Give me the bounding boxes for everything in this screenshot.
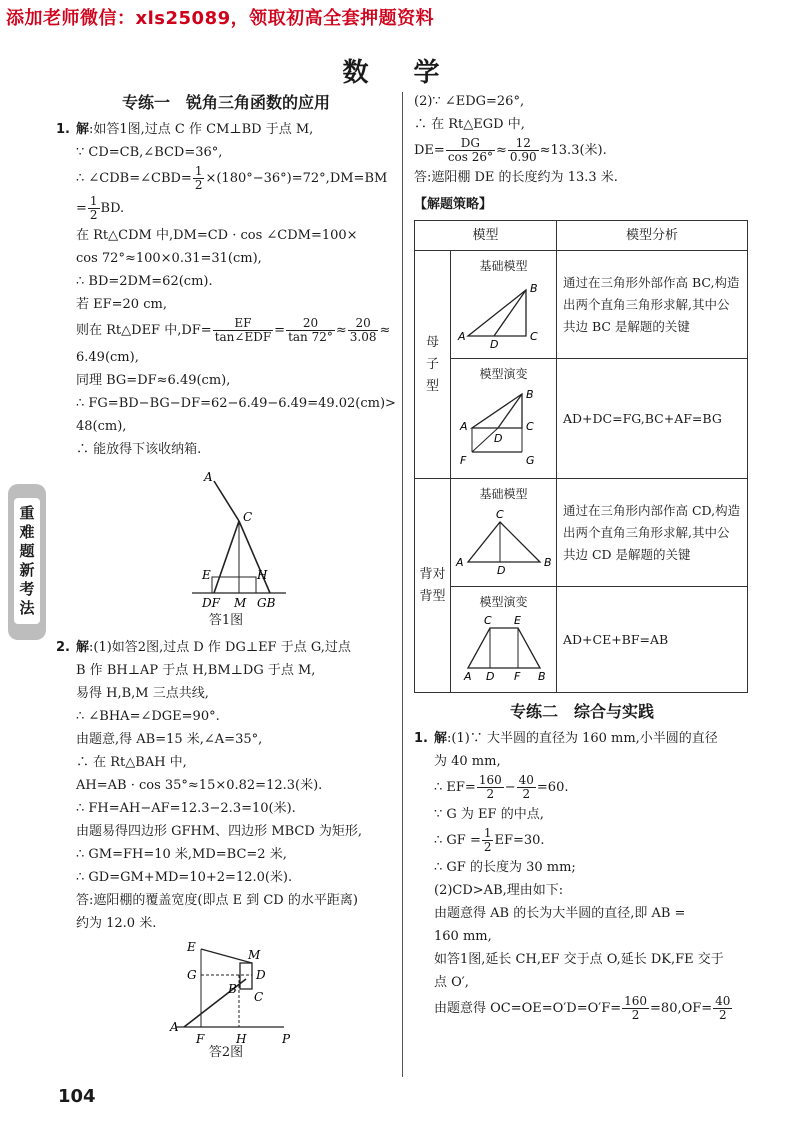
q2-line: ∴ 在 Rt△BAH 中, [76,755,187,770]
section2-title: 专练二 综合与实践 [509,702,654,721]
model-cell [451,587,557,693]
model-label: B [529,282,538,295]
model-label: F [459,454,466,467]
model-diagram [454,506,554,578]
q1-line: 在 Rt△CDM 中,DM=CD · cos ∠CDM=100× [76,228,358,243]
model-label: B [537,670,546,683]
denominator: 2 [89,208,98,222]
fraction [622,995,649,1022]
denominator: cos 26° [447,150,493,164]
fraction [193,165,205,192]
numerator: 40 [518,773,534,787]
s2q1-number: 1. [414,731,428,746]
q1-line: ∵ CD=CB,∠BCD=36°, [76,145,223,160]
side-tab-char: 题 [19,542,35,560]
model-cell [451,251,557,359]
fig1-label: DF [202,596,220,610]
numerator: EF [213,317,273,331]
q2-line: ∴ ∠BHA=∠DGE=90°. [76,709,220,724]
side-tab-char: 考 [19,580,35,598]
s2q1-line: ∴ GF 的长度为 30 mm; [434,860,576,875]
side-tab-label [14,498,40,624]
q2b-text: DE= [414,143,445,158]
q2-line: AH=AB · cos 35°≈15×0.82=12.3(米). [76,778,323,793]
q2-line: 答:遮阳棚的覆盖宽度(即点 E 到 CD 的水平距离) [76,893,358,908]
promo-banner: 添加老师微信：xls25089，领取初高全套押题资料 [6,8,435,29]
q2-line: B 作 BH⊥AP 于点 H,BM⊥DG 于点 M, [76,663,316,678]
strategy-row [415,359,748,479]
q1-line: ∴ FG=BD−BG−DF=62−6.49−6.49=49.02(cm)> [76,396,396,411]
fig2-label: F [196,1032,205,1046]
figure-1-caption: 答1图 [208,613,244,628]
q1-text: BD. [100,201,125,216]
fraction [213,317,273,344]
strategy-header: 模型 [415,221,557,251]
strategy-group [415,251,451,479]
numerator: 1 [89,194,98,208]
model-label: C [529,330,538,343]
fig1-segment [214,521,239,593]
fraction [348,317,379,344]
fig2-box [240,963,252,989]
figure-2 [56,939,396,1049]
denominator: tan 72° [288,330,333,344]
denominator: 0.90 [509,150,537,164]
model-segment [494,290,526,336]
s2q1-line [414,994,750,1024]
model-label: F [513,670,520,683]
q1-lead: 解 [76,122,90,137]
numerator: 160 [478,773,502,787]
fraction [286,317,335,344]
model-triangle [468,522,540,562]
q2-line: ∴ GM=FH=10 米,MD=BC=2 米, [76,847,287,862]
numerator: 160 [624,994,648,1008]
fig1-segment [214,481,239,521]
fig2-label: C [254,990,264,1004]
fraction [482,827,494,854]
model-cell [451,479,557,587]
model-label: D [496,564,505,577]
model-segment [498,394,522,428]
model-label: C [495,508,504,521]
denominator: 2 [522,787,531,801]
fig1-label: E [202,568,211,582]
denominator: 2 [631,1008,640,1022]
left-column [56,90,396,1064]
page-number: 104 [58,1086,96,1107]
s2q1-text: EF=30. [494,833,545,848]
model-label: D [485,670,494,683]
q2b-line: ∴ 在 Rt△EGD 中, [414,117,525,132]
q2b-line [414,136,750,166]
group-char: 背型 [419,588,446,604]
denominator: tan∠EDF [214,330,272,344]
fig2-label: P [282,1032,291,1046]
fig2-label: E [187,940,196,954]
fig2-label: A [170,1020,179,1034]
q1-number: 1. [56,122,70,137]
s2q1-line: 点 O′, [434,975,469,990]
strategy-row [415,479,748,587]
model-label: E [513,614,521,627]
model-label: B [525,388,534,401]
q1-line [56,118,396,141]
fraction [446,137,495,164]
denominator: 2 [483,840,492,854]
s2q1-line [414,727,750,750]
model-label: A [455,556,464,569]
numerator: DG [446,137,495,151]
strategy-label: 【解题策略】 [414,197,493,212]
fig2-label: G [187,968,197,982]
s2q1-line: 160 mm, [434,929,492,944]
q1-line: ∴ BD=2DM=62(cm). [76,274,213,289]
q2-text: :(1)如答2图,过点 D 作 DG⊥EF 于点 G,过点 [89,640,351,655]
q1-line: 6.49(cm), [76,350,139,365]
numerator: 12 [508,137,539,151]
s2q1-text: =60. [536,780,569,795]
fraction [713,995,732,1022]
q2b-text: ≈13.3(米). [539,143,607,158]
model-diagram [454,614,554,684]
model-label: B [543,556,552,569]
strategy-row [415,587,748,693]
s2q1-line: (2)CD>AB,理由如下: [434,883,564,898]
numerator: 1 [483,826,492,840]
model-name: 基础模型 [479,487,528,501]
fig1-label: M [234,596,247,610]
s2q1-line: 为 40 mm, [434,754,501,769]
fraction [517,774,536,801]
section1-title: 专练一 锐角三角函数的应用 [121,93,330,112]
side-tab [8,484,46,640]
q1-text: = [274,323,286,338]
q2-line [56,636,396,659]
figure-1-diagram [56,465,396,615]
fig2-label: D [256,968,266,982]
q1-text: ≈ [379,323,391,338]
model-name: 模型演变 [479,595,528,609]
q1-line [56,194,396,224]
fraction [508,137,539,164]
fig2-label: M [248,948,261,962]
q1-line: 48(cm), [76,419,127,434]
s2q1-text: − [504,780,516,795]
strategy-row [415,251,748,359]
figure-2-caption: 答2图 [208,1045,244,1060]
group-char: 子 [425,356,439,372]
s2q1-text: ∴ GF = [434,833,481,848]
q1-text: :如答1图,过点 C 作 CM⊥BD 于点 M, [89,122,314,137]
column-divider [402,92,403,1077]
q2-line: 易得 H,B,M 三点共线, [76,686,209,701]
model-triangle [468,290,526,336]
numerator: 1 [194,164,203,178]
model-label: D [493,432,502,445]
model-diagram [454,386,554,470]
s2q1-lead: 解 [434,731,448,746]
s2q1-line: 如答1图,延长 CH,EF 交于点 O,延长 DK,FE 交于 [434,952,724,967]
q2b-text: ≈ [496,143,507,158]
numerator: 20 [348,317,379,331]
model-name: 基础模型 [479,259,528,273]
numerator: 20 [286,317,335,331]
s2q1-text: 由题意得 OC=OE=O′D=O′F= [434,1001,622,1016]
q2-line: 由题易得四边形 GFHM、四边形 MBCD 为矩形, [76,824,363,839]
q1-text: ×(180°−36°)=72°,DM=BM [205,171,388,186]
q1-text: ∴ ∠CDB=∠CBD= [76,171,192,186]
q1-text: 则在 Rt△DEF 中,DF= [76,323,212,338]
fig1-label: H [257,568,268,582]
q2b-line: (2)∵ ∠EDG=26°, [414,94,525,109]
denominator: 2 [718,1008,727,1022]
fig2-label: H [236,1032,247,1046]
denominator: 2 [486,787,495,801]
model-cell [451,359,557,479]
strategy-header: 模型分析 [557,221,748,251]
model-label: A [457,330,466,343]
q2-number: 2. [56,640,70,655]
model-label: C [525,420,534,433]
s2q1-text: =80,OF= [650,1001,713,1016]
q2-line: ∴ FH=AH−AF=12.3−2.3=10(米). [76,801,296,816]
s2q1-line: ∵ G 为 EF 的中点, [434,807,544,822]
s2q1-text: ∴ EF= [434,780,476,795]
strategy-header-row [415,221,748,251]
q1-text: = [76,201,87,216]
fig2-label: B [228,982,237,996]
q2-line: 由题意,得 AB=15 米,∠A=35°, [76,732,263,747]
model-triangle [472,394,522,428]
q2-line: ∴ GD=GM+MD=10+2=12.0(米). [76,870,293,885]
fig1-segment [239,521,270,593]
group-char: 型 [425,378,439,394]
page-title: 数 学 [342,58,458,88]
analysis-cell: AD+CE+BF=AB [557,587,748,693]
fig1-label: A [204,470,213,484]
side-tab-char: 法 [19,599,35,617]
model-label: C [483,614,492,627]
model-diagram [454,278,554,350]
s2q1-line [414,773,750,803]
right-column [414,90,750,1024]
model-name: 模型演变 [479,367,528,381]
q1-line [56,164,396,194]
figure-1 [56,465,396,615]
denominator: 3.08 [349,330,377,344]
denominator: 2 [194,178,203,192]
side-tab-char: 难 [19,523,35,541]
strategy-group [415,479,451,693]
q1-line: ∴ 能放得下该收纳箱. [76,442,202,457]
model-label: D [489,338,498,350]
model-label: A [459,420,468,433]
q1-line [56,316,396,346]
analysis-cell: 通过在三角形外部作高 BC,构造出两个直角三角形求解,其中公共边 BC 是解题的关键 [557,251,748,359]
fig1-label: GB [257,596,276,610]
figure-2-diagram [56,939,396,1049]
q2b-line: 答:遮阳棚 DE 的长度约为 13.3 米. [414,170,618,185]
group-char: 母 [425,334,439,350]
q1-text: ≈ [335,323,347,338]
model-trapezoid [468,628,540,668]
analysis-cell: AD+DC=FG,BC+AF=BG [557,359,748,479]
q2-line: 约为 12.0 米. [76,916,157,931]
q1-line: cos 72°≈100×0.31=31(cm), [76,251,262,266]
group-char: 背对 [419,566,446,582]
strategy-table [414,220,748,693]
model-label: A [463,670,472,683]
fraction [88,195,100,222]
s2q1-line: 由题意得 AB 的长为大半圆的直径,即 AB = [434,906,686,921]
s2q1-line [414,826,750,856]
numerator: 40 [715,994,731,1008]
fig1-label: C [243,510,253,524]
fig2-segment [201,949,252,963]
fraction [477,774,504,801]
s2q1-text: :(1)∵ 大半圆的直径为 160 mm,小半圆的直径 [447,731,718,746]
q1-line: 若 EF=20 cm, [76,297,167,312]
side-tab-char: 新 [19,561,35,579]
q1-line: 同理 BG=DF≈6.49(cm), [76,373,231,388]
q2-lead: 解 [76,640,90,655]
side-tab-char: 重 [19,504,35,522]
analysis-cell: 通过在三角形内部作高 CD,构造出两个直角三角形求解,其中公共边 CD 是解题的关键 [557,479,748,587]
model-label: G [525,454,535,467]
